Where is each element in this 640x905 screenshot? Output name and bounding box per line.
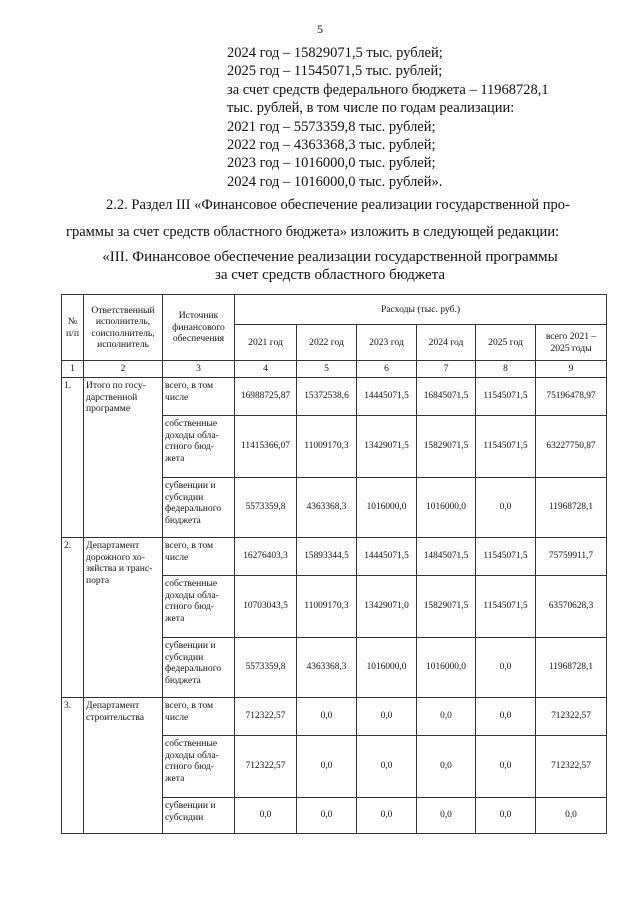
budget-line: 2025 год – 11545071,5 тыс. рублей; [227,63,443,80]
index-row [62,361,607,378]
value-cell: 712322,57 [536,698,607,736]
value-cell: 0,0 [476,736,536,798]
value-cell: 1016000,0 [417,478,476,538]
value-cell: 75196478,97 [536,378,607,416]
value-cell: 16845071,5 [417,378,476,416]
value-cell: 16988725,87 [235,378,297,416]
value-cell: 15372538,6 [297,378,357,416]
header-year-total: всего 2021 – 2025 годы [536,325,607,361]
header-year: 2022 год [297,325,357,361]
row-number: 3. [62,698,84,834]
source-cell: собственные доходы обла-стного бюд-жета [163,736,235,798]
table-row [62,698,607,736]
value-cell: 0,0 [476,698,536,736]
source-cell: субвенции и субсидии федерального бюджета [163,478,235,538]
header-source: Источник финансового обеспечения [163,295,235,361]
value-cell: 1016000,0 [357,638,417,698]
source-cell: субвенции и субсидии [163,798,235,834]
index-cell: 7 [417,361,476,378]
executor-cell: Департамент дорожного хо-зяйства и транс-порта [84,538,163,698]
source-cell: всего, в том числе [163,538,235,576]
value-cell: 63570628,3 [536,576,607,638]
value-cell: 0,0 [297,798,357,834]
table-row [62,538,607,576]
section-title-line: за счет средств областного бюджета [214,267,446,283]
value-cell: 13429071,5 [357,416,417,478]
source-cell: собственные доходы обла-стного бюд-жета [163,576,235,638]
value-cell: 11545071,5 [476,378,536,416]
header-year: 2025 год [476,325,536,361]
value-cell: 712322,57 [235,736,297,798]
index-cell: 2 [84,361,163,378]
value-cell: 0,0 [476,798,536,834]
amendment-paragraph [66,196,606,242]
value-cell: 0,0 [235,798,297,834]
value-cell: 0,0 [357,698,417,736]
row-number: 1. [62,378,84,538]
index-cell: 5 [297,361,357,378]
value-cell: 0,0 [476,638,536,698]
value-cell: 0,0 [297,736,357,798]
index-cell: 4 [235,361,297,378]
value-cell: 11009170,3 [297,416,357,478]
index-cell: 8 [476,361,536,378]
value-cell: 0,0 [476,478,536,538]
value-cell: 14845071,5 [417,538,476,576]
value-cell: 11009170,3 [297,576,357,638]
index-cell: 1 [62,361,84,378]
header-no: № п/п [62,295,84,361]
value-cell: 63227750,87 [536,416,607,478]
value-cell: 0,0 [417,798,476,834]
section-title [60,248,600,284]
executor-cell: Итого по госу-дарственной программе [84,378,163,538]
value-cell: 1016000,0 [357,478,417,538]
value-cell: 11968728,1 [536,638,607,698]
value-cell: 13429071,0 [357,576,417,638]
header-expenses: Расходы (тыс. руб.) [235,295,607,325]
table-row [62,378,607,416]
value-cell: 75759911,7 [536,538,607,576]
value-cell: 11415366,07 [235,416,297,478]
value-cell: 11545071,5 [476,538,536,576]
budget-line: 2024 год – 15829071,5 тыс. рублей; [227,45,443,61]
budget-line: 2022 год – 4363368,3 тыс. рублей; [227,137,436,154]
executor-cell: Департамент строительства [84,698,163,834]
budget-line: 2024 год – 1016000,0 тыс. рублей». [227,173,443,190]
value-cell: 16276403,3 [235,538,297,576]
source-cell: собственные доходы обла-стного бюд-жета [163,416,235,478]
header-year: 2021 год [235,325,297,361]
value-cell: 11968728,1 [536,478,607,538]
section-title-line: «III. Финансовое обеспечение реализации государственной программы [102,249,558,265]
value-cell: 15829071,5 [417,416,476,478]
budget-lines [227,44,549,191]
budget-line: 2023 год – 1016000,0 тыс. рублей; [227,155,436,172]
value-cell: 5573359,8 [235,478,297,538]
page-number: 5 [317,22,323,36]
index-cell: 9 [536,361,607,378]
value-cell: 0,0 [417,698,476,736]
row-number: 2. [62,538,84,698]
value-cell: 15829071,5 [417,576,476,638]
header-executor: Ответственный исполнитель, соисполнитель, исполнитель [84,295,163,361]
budget-line: 2021 год – 5573359,8 тыс. рублей; [227,118,436,135]
index-cell: 6 [357,361,417,378]
source-cell: всего, в том числе [163,698,235,736]
value-cell: 0,0 [536,798,607,834]
value-cell: 15893344,5 [297,538,357,576]
value-cell: 4363368,3 [297,478,357,538]
value-cell: 5573359,8 [235,638,297,698]
value-cell: 0,0 [297,698,357,736]
value-cell: 4363368,3 [297,638,357,698]
value-cell: 1016000,0 [417,638,476,698]
value-cell: 712322,57 [235,698,297,736]
value-cell: 712322,57 [536,736,607,798]
value-cell: 0,0 [357,798,417,834]
value-cell: 14445071,5 [357,378,417,416]
source-cell: субвенции и субсидии федерального бюджета [163,638,235,698]
budget-line: тыс. рублей, в том числе по годам реализации: [227,100,515,117]
value-cell: 0,0 [357,736,417,798]
value-cell: 11545071,5 [476,576,536,638]
index-cell: 3 [163,361,235,378]
value-cell: 10703043,5 [235,576,297,638]
header-year: 2024 год [417,325,476,361]
value-cell: 14445071,5 [357,538,417,576]
paragraph-line: граммы за счет средств областного бюджета» изложить в следующей редакции: [66,224,560,241]
budget-line: за счет средств федерального бюджета – 11968728,1 [227,81,549,98]
value-cell: 0,0 [417,736,476,798]
header-year: 2023 год [357,325,417,361]
financing-table [61,294,607,834]
source-cell: всего, в том числе [163,378,235,416]
paragraph-line: 2.2. Раздел III «Финансовое обеспечение реализации государственной про- [106,197,570,213]
value-cell: 11545071,5 [476,416,536,478]
